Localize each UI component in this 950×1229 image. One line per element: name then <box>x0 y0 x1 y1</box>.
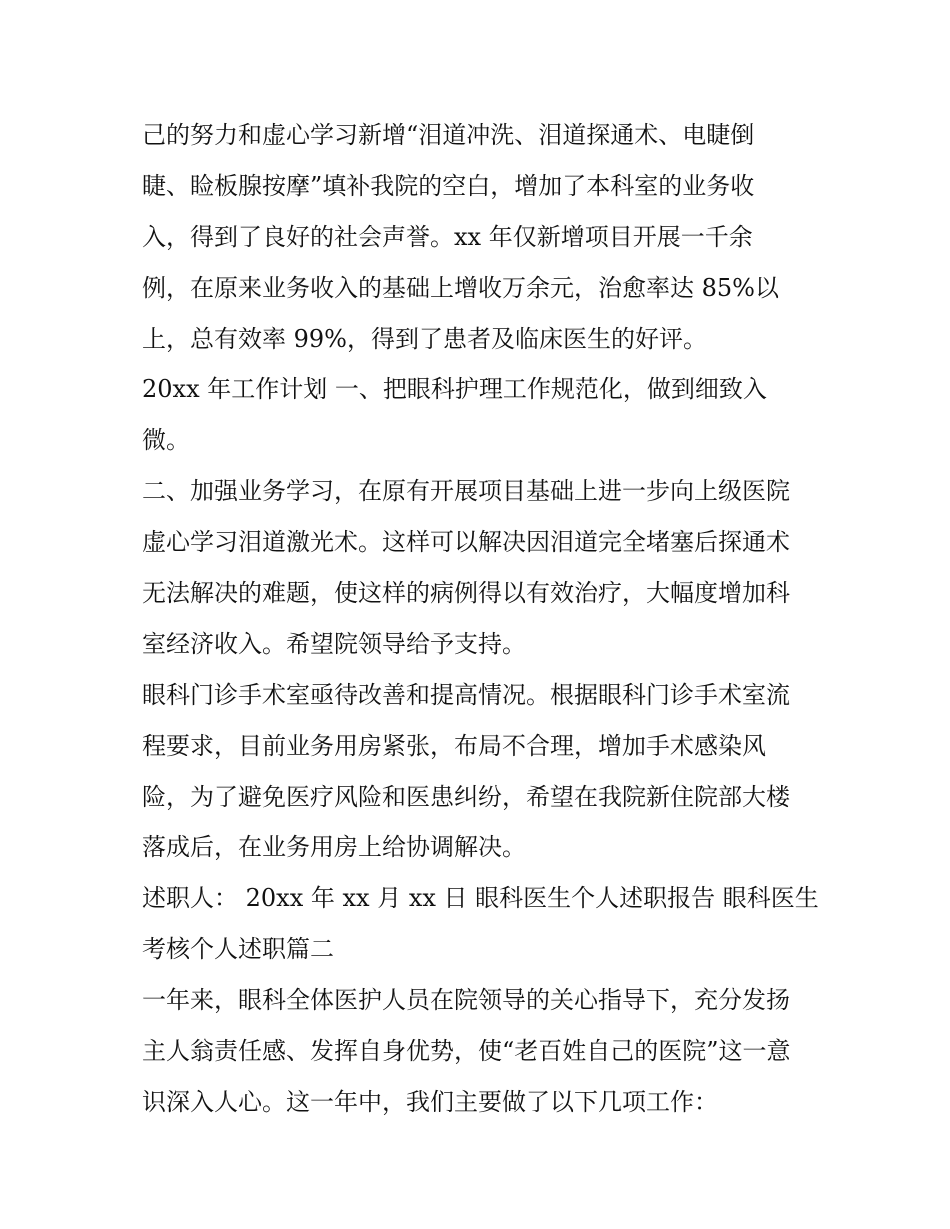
text-line: 一年来，眼科全体医护人员在院领导的关心指导下，充分发扬 <box>142 986 790 1015</box>
text-line: 睫、睑板腺按摩”填补我院的空白，增加了本科室的业务收 <box>142 171 755 200</box>
text-line: 入，得到了良好的社会声誉。xx 年仅新增项目开展一千余 <box>142 222 753 251</box>
document-body <box>142 110 822 1128</box>
text-line: 例，在原来业务收入的基础上增收万余元，治愈率达 85%以 <box>142 273 779 302</box>
text-line: 虚心学习泪道激光术。这样可以解决因泪道完全堵塞后探通术 <box>142 528 790 557</box>
text-line: 室经济收入。希望院领导给予支持。 <box>142 629 526 658</box>
text-line: 己的努力和虚心学习新增“泪道冲洗、泪道探通术、电睫倒 <box>142 121 755 149</box>
text-line: 识深入人心。这一年中，我们主要做了以下几项工作： <box>142 1087 718 1116</box>
text-line: 险，为了避免医疗风险和医患纠纷，希望在我院新住院部大楼 <box>142 782 790 811</box>
text-line: 考核个人述职篇二 <box>142 935 334 964</box>
text-line: 主人翁责任感、发挥自身优势，使“老百姓自己的医院”这一意 <box>142 1037 791 1066</box>
text-line: 二、加强业务学习，在原有开展项目基础上进一步向上级医院 <box>142 477 790 506</box>
text-line: 微。 <box>142 426 190 455</box>
text-line: 落成后，在业务用房上给协调解决。 <box>142 833 526 862</box>
text-line: 上，总有效率 99%，得到了患者及临床医生的好评。 <box>142 324 707 353</box>
text-line: 程要求，目前业务用房紧张，布局不合理，增加手术感染风 <box>142 731 766 760</box>
text-line: 述职人： 20xx 年 xx 月 xx 日 眼科医生个人述职报告 眼科医生 <box>142 884 819 913</box>
text-line: 20xx 年工作计划 一、把眼科护理工作规范化，做到细致入 <box>142 375 767 404</box>
text-line: 无法解决的难题，使这样的病例得以有效治疗，大幅度增加科 <box>142 579 790 608</box>
text-line: 眼科门诊手术室亟待改善和提高情况。根据眼科门诊手术室流 <box>142 680 790 709</box>
